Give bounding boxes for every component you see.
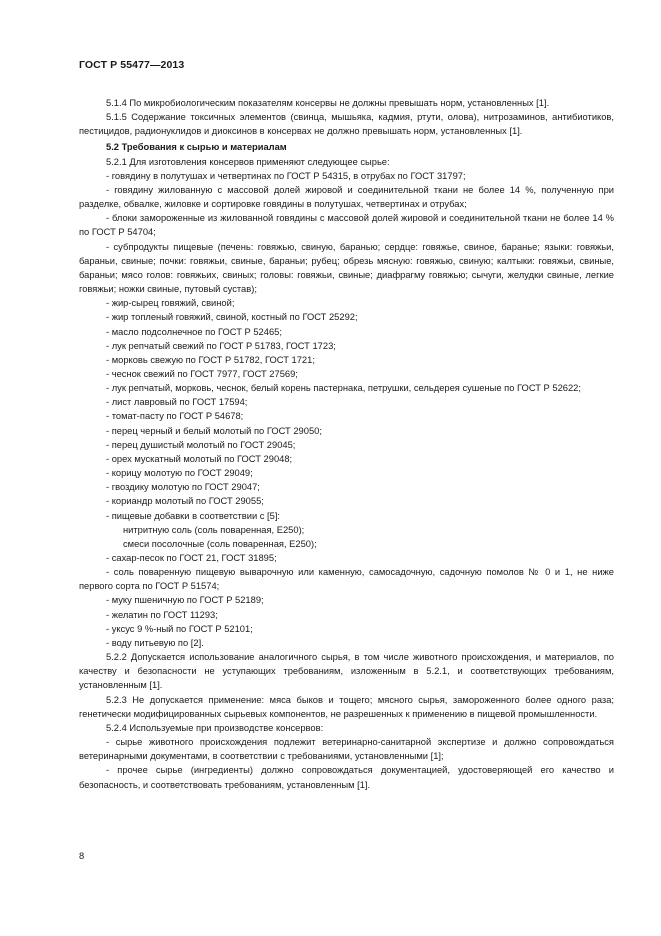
paragraph: - соль поваренную пищевую выварочную или каменную, самосадочную, садочную помолов № 0 и 1, не ниже первого сорта по ГОСТ Р 51574; — [79, 567, 614, 592]
paragraph: - сырье животного происхождения подлежит ветеринарно-санитарной экспертизе и должно сопровождаться ветеринарными документами, в соответствии с требованиями, установленными [1]; — [79, 737, 614, 762]
paragraph: - жир-сырец говяжий, свиной; — [106, 298, 235, 309]
paragraph: - орех мускатный молотый по ГОСТ 29048; — [106, 453, 293, 464]
paragraph: - жир топленый говяжий, свиной, костный по ГОСТ 25292; — [106, 312, 358, 323]
document-body — [79, 96, 614, 792]
page-number: 8 — [79, 851, 85, 861]
paragraph: - прочее сырье (ингредиенты) должно сопровождаться документацией, удостоверяющей его качество и безопасность, и соответствовать требованиям, установленным [1]. — [79, 765, 614, 790]
paragraph: 5.1.5 Содержание токсичных элементов (свинца, мышьяка, кадмия, ртути, олова), нитрозаминов, антибиотиков, пестицидов, радионуклидов и диоксинов в консервах не должно превышать норм, установленных [1]. — [79, 112, 614, 137]
paragraph: - говядину жилованную с массовой долей жировой и соединительной ткани не более 14 %, полученную при разделке, обвалке, жиловке и сортировке говядины в полутушах, четвертинах и отрубах; — [79, 184, 614, 210]
paragraph: - муку пшеничную по ГОСТ Р 52189; — [106, 595, 264, 606]
document-header: ГОСТ Р 55477—2013 — [79, 59, 185, 71]
paragraph: - пищевые добавки в соответствии с [5]: — [106, 510, 281, 521]
paragraph: - корицу молотую по ГОСТ 29049; — [106, 468, 253, 479]
paragraph: - сахар-песок по ГОСТ 21, ГОСТ 31895; — [106, 553, 277, 563]
paragraph: - перец черный и белый молотый по ГОСТ 29050; — [106, 425, 322, 436]
paragraph: - лист лавровый по ГОСТ 17594; — [106, 397, 248, 408]
paragraph: - томат-пасту по ГОСТ Р 54678; — [106, 411, 244, 422]
paragraph: - воду питьевую по [2]. — [106, 637, 204, 648]
paragraph: 5.2.1 Для изготовления консервов применяют следующее сырье: — [106, 156, 390, 167]
paragraph: - перец душистый молотый по ГОСТ 29045; — [106, 439, 296, 450]
paragraph: - кориандр молотый по ГОСТ 29055; — [106, 496, 264, 507]
paragraph: - масло подсолнечное по ГОСТ Р 52465; — [106, 326, 282, 337]
paragraph: 5.1.4 По микробиологическим показателям консервы не должны превышать норм, установленных [1]. — [106, 98, 550, 108]
paragraph: - блоки замороженные из жилованной говядины с массовой долей жировой и соединительной ткани не более 14 % по ГОСТ Р 54704; — [79, 213, 614, 238]
paragraph: - говядину в полутушах и четвертинах по ГОСТ Р 54315, в отрубах по ГОСТ 31797; — [106, 170, 466, 181]
paragraph: 5.2.3 Не допускается применение: мяса быков и тощего; мясного сырья, замороженного более одного раза; генетически модифицированных сырьевых компонентов, не разрешенных к применению в пищевой промышленности. — [79, 694, 614, 719]
paragraph: - лук репчатый свежий по ГОСТ Р 51783, ГОСТ 1723; — [106, 340, 336, 351]
section-heading: 5.2 Требования к сырью и материалам — [106, 142, 287, 153]
paragraph: 5.2.4 Используемые при производстве консервов: — [106, 722, 324, 733]
paragraph: - субпродукты пищевые (печень: говяжью, свиную, баранью; сердце: говяжье, свиное, баранье; языки: говяжьи, бараньи, свиные; почки: говяжьи, свиные, бараньи; рубец; обрезь мясную: говяжью, свиную; калтыки: говяжьи, свиные, бараньи; мясо голов: говяжьих, свиных; головы: говяжьи, свиные; диафрагму говяжью; сычуги, желудки свиные, легкие говяжьи; ножки свиные, путовый сустав); — [79, 241, 614, 295]
paragraph: - желатин по ГОСТ 11293; — [106, 609, 218, 620]
paragraph: 5.2.2 Допускается использование аналогичного сырья, в том числе животного происхождения, и материалов, по качеству и безопасности не уступающих требованиям, изложенным в 5.2.1, и соответствующих требованиям, установленным [1]. — [79, 652, 614, 691]
paragraph: смеси посолочные (соль поваренная, Е250); — [123, 538, 317, 549]
paragraph: - лук репчатый, морковь, чеснок, белый корень пастернака, петрушки, сельдерея сушеные по ГОСТ Р 52622; — [106, 383, 581, 394]
paragraph: - уксус 9 %-ный по ГОСТ Р 52101; — [106, 623, 253, 634]
paragraph: нитритную соль (соль поваренная, Е250); — [123, 524, 305, 535]
paragraph: - гвоздику молотую по ГОСТ 29047; — [106, 482, 260, 493]
paragraph: - морковь свежую по ГОСТ Р 51782, ГОСТ 1721; — [106, 354, 315, 365]
paragraph: - чеснок свежий по ГОСТ 7977, ГОСТ 27569; — [106, 368, 298, 379]
